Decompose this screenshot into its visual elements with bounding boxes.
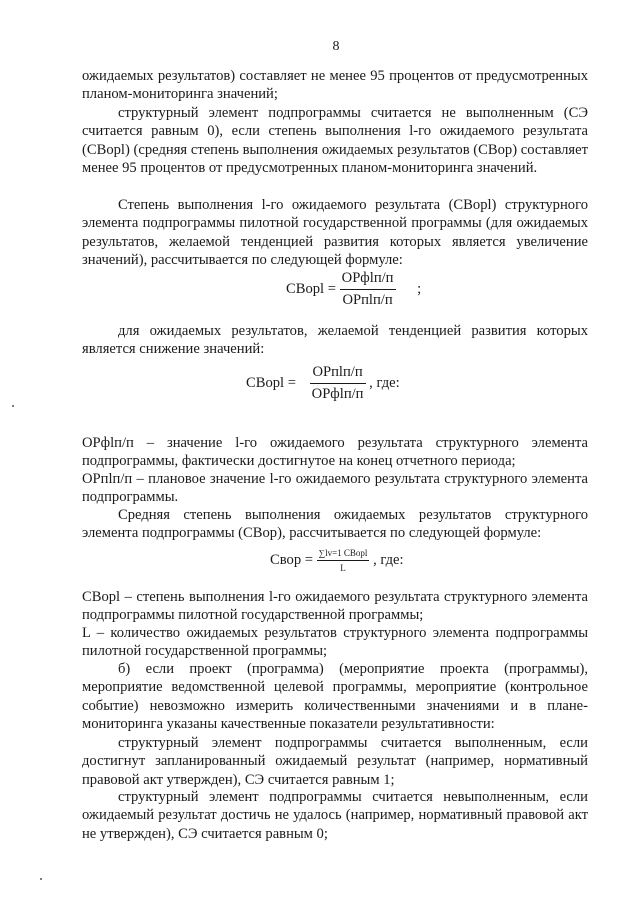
paragraph-12: структурный элемент подпрограммы считается невыполненным, если ожидаемый результат достичь не удалось (например, нормативный правовой акт не утвержден), СЭ считается равным 0; — [82, 789, 588, 842]
formula-fraction — [310, 364, 366, 403]
formula-numerator: ∑lv=1 СВорl — [317, 548, 370, 561]
paragraph-4: для ожидаемых результатов, желаемой тенденцией развития которых является снижение значений: — [82, 323, 588, 358]
paragraph-5: ОРфlп/п – значение l-го ожидаемого результата структурного элемента подпрограммы, фактически достигнутое на конец отчетного периода; — [82, 435, 588, 470]
paragraph-10: б) если проект (программа) (мероприятие проекта (программы), мероприятие ведомственной целевой программы, мероприятие (контрольное событие) невозможно измерить количественными значениями и в плане-мониторинга указаны качественные показатели результативности: — [82, 661, 588, 732]
paragraph-1: ожидаемых результатов) составляет не менее 95 процентов от предусмотренных планом-мониторинга значений; — [82, 68, 588, 103]
formula-lhs: Свор = — [270, 551, 313, 568]
formula-numerator: ОРпlп/п — [310, 364, 366, 384]
scan-speck — [12, 405, 14, 407]
paragraph-7: Средняя степень выполнения ожидаемых результатов структурного элемента подпрограммы (СВор), рассчитывается по следующей формуле: — [82, 507, 588, 542]
formula-denominator: L — [340, 563, 346, 573]
formula-fraction — [317, 548, 370, 573]
paragraph-2: структурный элемент подпрограммы считается не выполненным (СЭ считается равным 0), если степень выполнения l-го ожидаемого результата (СВорl) (средняя степень выполнения ожидаемых результатов (СВор) составляет менее 95 процентов от предусмотренных планом-мониторинга значений. — [82, 105, 588, 176]
formula-fraction — [340, 270, 396, 309]
formula-tail: , где: — [369, 374, 400, 391]
formula-tail: ; — [417, 280, 422, 297]
formula-lhs: СВорl = — [286, 280, 336, 297]
formula-decrease — [246, 364, 400, 403]
formula-numerator: ОРфlп/п — [340, 270, 396, 290]
paragraph-3: Степень выполнения l-го ожидаемого результата (СВорl) структурного элемента подпрограммы пилотной государственной программы (для ожидаемых результатов, желаемой тенденцией развития которых является увеличение значений), рассчитывается по следующей формуле: — [82, 197, 588, 268]
paragraph-11: структурный элемент подпрограммы считается выполненным, если достигнут запланированный ожидаемый результат (например, нормативный правовой акт утвержден), СЭ считается равным 1; — [82, 735, 588, 788]
formula-denominator: ОРфlп/п — [311, 386, 364, 402]
formula-increase — [286, 270, 421, 309]
formula-denominator: ОРпlп/п — [342, 292, 393, 308]
paragraph-8: СВорl – степень выполнения l-го ожидаемого результата структурного элемента подпрограммы пилотной государственной программы; — [82, 589, 588, 624]
paragraph-9: L – количество ожидаемых результатов структурного элемента подпрограммы пилотной государственной программы; — [82, 625, 588, 660]
formula-average — [270, 548, 404, 573]
paragraph-6: ОРпlп/п – плановое значение l-го ожидаемого результата структурного элемента подпрограммы. — [82, 471, 588, 506]
page-number: 8 — [332, 39, 340, 54]
formula-lhs: СВорl = — [246, 374, 296, 391]
scan-speck — [40, 878, 42, 880]
formula-tail: , где: — [373, 551, 404, 568]
